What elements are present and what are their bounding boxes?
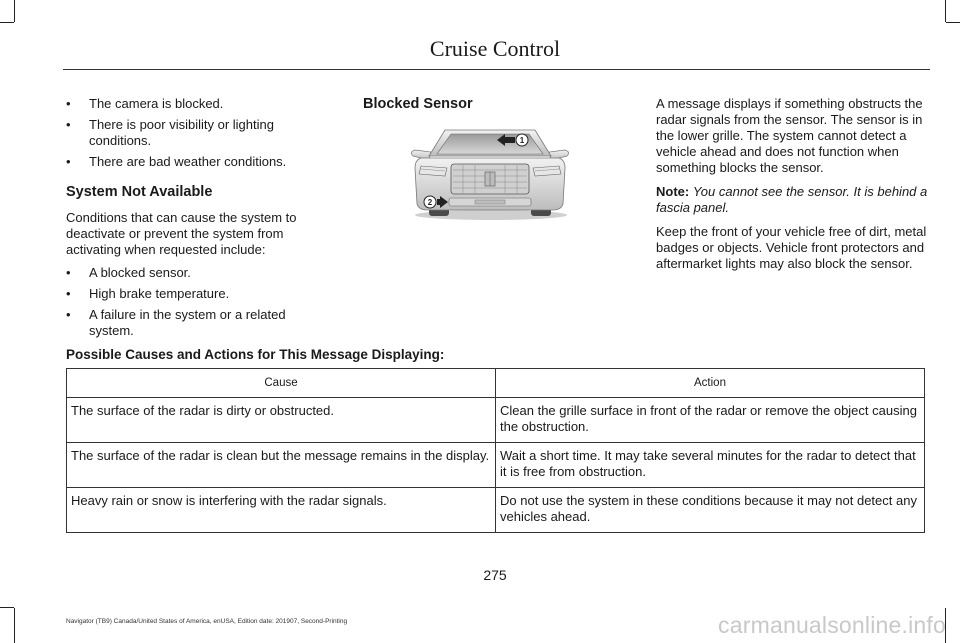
bullet-icon: • xyxy=(66,154,71,169)
page-number: 275 xyxy=(483,567,507,583)
table-row xyxy=(67,443,925,488)
crop-mark-bl-h xyxy=(0,607,14,608)
list-item: • There is poor visibility or lighting conditions. xyxy=(66,117,274,148)
crop-mark-tl-h xyxy=(0,22,14,23)
list-item: • A blocked sensor. xyxy=(66,265,191,280)
bullet-icon: • xyxy=(66,286,71,301)
column-header-cause: Cause xyxy=(67,369,496,398)
action-cell: Clean the grille surface in front of the radar or remove the object causing the obstruction. xyxy=(496,398,925,443)
column-right xyxy=(656,96,931,280)
table-row xyxy=(67,488,925,533)
callout-2-label: 2 xyxy=(427,198,433,207)
header-divider xyxy=(63,69,930,70)
crop-mark-bl-v xyxy=(14,608,15,643)
cause-cell: The surface of the radar is dirty or obstructed. xyxy=(67,398,496,443)
table-header-row xyxy=(67,369,925,398)
action-cell: Do not use the system in these conditions because it may not detect any vehicles ahead. xyxy=(496,488,925,533)
causes-actions-table xyxy=(66,368,925,533)
section-heading: Blocked Sensor xyxy=(363,96,473,112)
section-heading: System Not Available xyxy=(66,184,213,200)
list-item: • High brake temperature. xyxy=(66,286,230,301)
crop-mark-tr-v xyxy=(945,0,946,22)
column-header-action: Action xyxy=(496,369,925,398)
bullet-icon: • xyxy=(66,265,71,280)
vehicle-front-figure xyxy=(405,122,575,220)
table-row xyxy=(67,398,925,443)
table-caption: Possible Causes and Actions for This Message Displaying: xyxy=(66,347,445,362)
maintenance-paragraph: Keep the front of your vehicle free of dirt, metal badges or objects. Vehicle front protectors and aftermarket lights may also block the sensor. xyxy=(656,224,927,271)
bullet-icon: • xyxy=(66,96,71,111)
crop-mark-tl-v xyxy=(14,0,15,22)
intro-paragraph: Conditions that can cause the system to deactivate or prevent the system from activating when requested include: xyxy=(66,210,297,257)
cause-cell: The surface of the radar is clean but the message remains in the display. xyxy=(67,443,496,488)
list-item: • The camera is blocked. xyxy=(66,96,224,111)
column-left xyxy=(66,96,326,344)
cause-cell: Heavy rain or snow is interfering with the radar signals. xyxy=(67,488,496,533)
edition-footer: Navigator (TB9) Canada/United States of America, enUSA, Edition date: 201907, Second-Printing xyxy=(66,618,348,625)
action-cell: Wait a short time. It may take several minutes for the radar to detect that it is free from obstruction. xyxy=(496,443,925,488)
bullet-icon: • xyxy=(66,117,71,132)
callout-1-label: 1 xyxy=(519,136,525,145)
crop-mark-tr-h xyxy=(946,22,960,23)
note-text: You cannot see the sensor. It is behind a fascia panel. xyxy=(656,184,928,215)
note-label: Note: xyxy=(656,184,690,199)
note-paragraph xyxy=(656,184,931,216)
list-item: • A failure in the system or a related system. xyxy=(66,307,286,338)
description-paragraph: A message displays if something obstructs the radar signals from the sensor. The sensor is in the lower grille. The system cannot detect a vehicle ahead and does not function when something blocks the sensor. xyxy=(656,96,923,175)
bullet-icon: • xyxy=(66,307,71,322)
watermark-text: carmanualsonline.info xyxy=(718,612,946,638)
list-item: • There are bad weather conditions. xyxy=(66,154,287,169)
page-title: Cruise Control xyxy=(429,36,561,61)
